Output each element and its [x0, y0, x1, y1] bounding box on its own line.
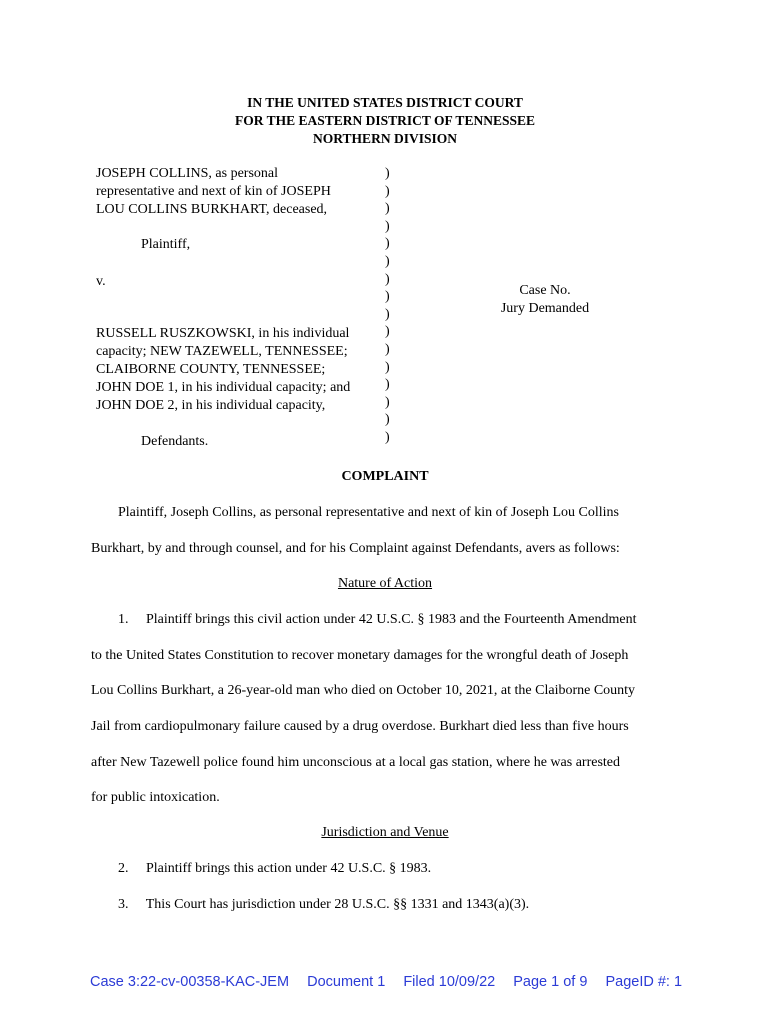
footer-filed: Filed 10/09/22: [403, 974, 496, 990]
paren: ): [385, 429, 390, 445]
court-name-line-2: FOR THE EASTERN DISTRICT OF TENNESSEE: [235, 113, 535, 128]
paragraph-line: 3. This Court has jurisdiction under 28 U.S.C. §§ 1331 and 1343(a)(3).: [118, 897, 530, 912]
defendant-line: JOHN DOE 1, in his individual capacity; and: [96, 380, 351, 395]
paren: ): [385, 359, 390, 375]
footer-page: Page 1 of 9: [513, 974, 588, 990]
footer-pageid: PageID #: 1: [605, 974, 683, 990]
paragraph-line: for public intoxication.: [91, 790, 220, 805]
section-heading-nature-of-action: Nature of Action: [337, 576, 433, 591]
paragraph-line: Lou Collins Burkhart, a 26-year-old man who died on October 10, 2021, at the Claiborne County: [91, 683, 636, 698]
paren: ): [385, 306, 390, 322]
intro-line: Plaintiff, Joseph Collins, as personal representative and next of kin of Joseph Lou Collins: [118, 505, 619, 520]
plaintiff-line: LOU COLLINS BURKHART, deceased,: [96, 202, 328, 217]
plaintiff-line: representative and next of kin of JOSEPH: [96, 184, 331, 199]
paren: ): [385, 289, 390, 305]
versus: v.: [96, 274, 106, 289]
case-number-label: Case No.: [519, 283, 571, 298]
defendant-label: Defendants.: [141, 434, 209, 449]
plaintiff-line: JOSEPH COLLINS, as personal: [96, 166, 278, 181]
plaintiff-label: Plaintiff,: [141, 237, 191, 252]
paren: ): [385, 341, 390, 357]
caption-divider: [385, 165, 390, 447]
paren: ): [385, 218, 390, 234]
paragraph-line: 1. Plaintiff brings this civil action under 42 U.S.C. § 1983 and the Fourteenth Amendment: [118, 612, 637, 627]
intro-line: Burkhart, by and through counsel, and for his Complaint against Defendants, avers as follows:: [91, 541, 620, 556]
court-division: NORTHERN DIVISION: [313, 131, 457, 146]
defendant-line: JOHN DOE 2, in his individual capacity,: [96, 398, 326, 413]
footer-document: Document 1: [307, 974, 386, 990]
paren: ): [385, 412, 390, 428]
paren: ): [385, 253, 390, 269]
case-info: [480, 282, 610, 318]
defendant-line: capacity; NEW TAZEWELL, TENNESSEE;: [96, 344, 348, 359]
paren: ): [385, 201, 390, 217]
paragraph-line: to the United States Constitution to recover monetary damages for the wrongful death of Joseph: [91, 648, 629, 663]
jury-demand: Jury Demanded: [500, 301, 590, 316]
footer-case-number: Case 3:22-cv-00358-KAC-JEM: [90, 974, 290, 990]
defendant-line: RUSSELL RUSZKOWSKI, in his individual: [96, 326, 350, 341]
court-name-line-1: IN THE UNITED STATES DISTRICT COURT: [247, 95, 523, 110]
paren: ): [385, 394, 390, 410]
paren: ): [385, 166, 390, 181]
paragraph-line: 2. Plaintiff brings this action under 42 U.S.C. § 1983.: [118, 861, 432, 876]
paren: ): [385, 377, 390, 393]
defendant-line: CLAIBORNE COUNTY, TENNESSEE;: [96, 362, 326, 377]
paragraph-line: after New Tazewell police found him unconscious at a local gas station, where he was arrested: [91, 755, 621, 770]
paren: ): [385, 324, 390, 340]
document-title: COMPLAINT: [341, 469, 429, 484]
paren: ): [385, 236, 390, 252]
paren: ): [385, 271, 390, 287]
section-heading-jurisdiction: Jurisdiction and Venue: [321, 825, 449, 840]
paragraph-line: Jail from cardiopulmonary failure caused by a drug overdose. Burkhart died less than five hours: [91, 719, 629, 734]
ecf-footer: [90, 974, 696, 990]
paren: ): [385, 183, 390, 199]
court-header: [0, 94, 770, 148]
